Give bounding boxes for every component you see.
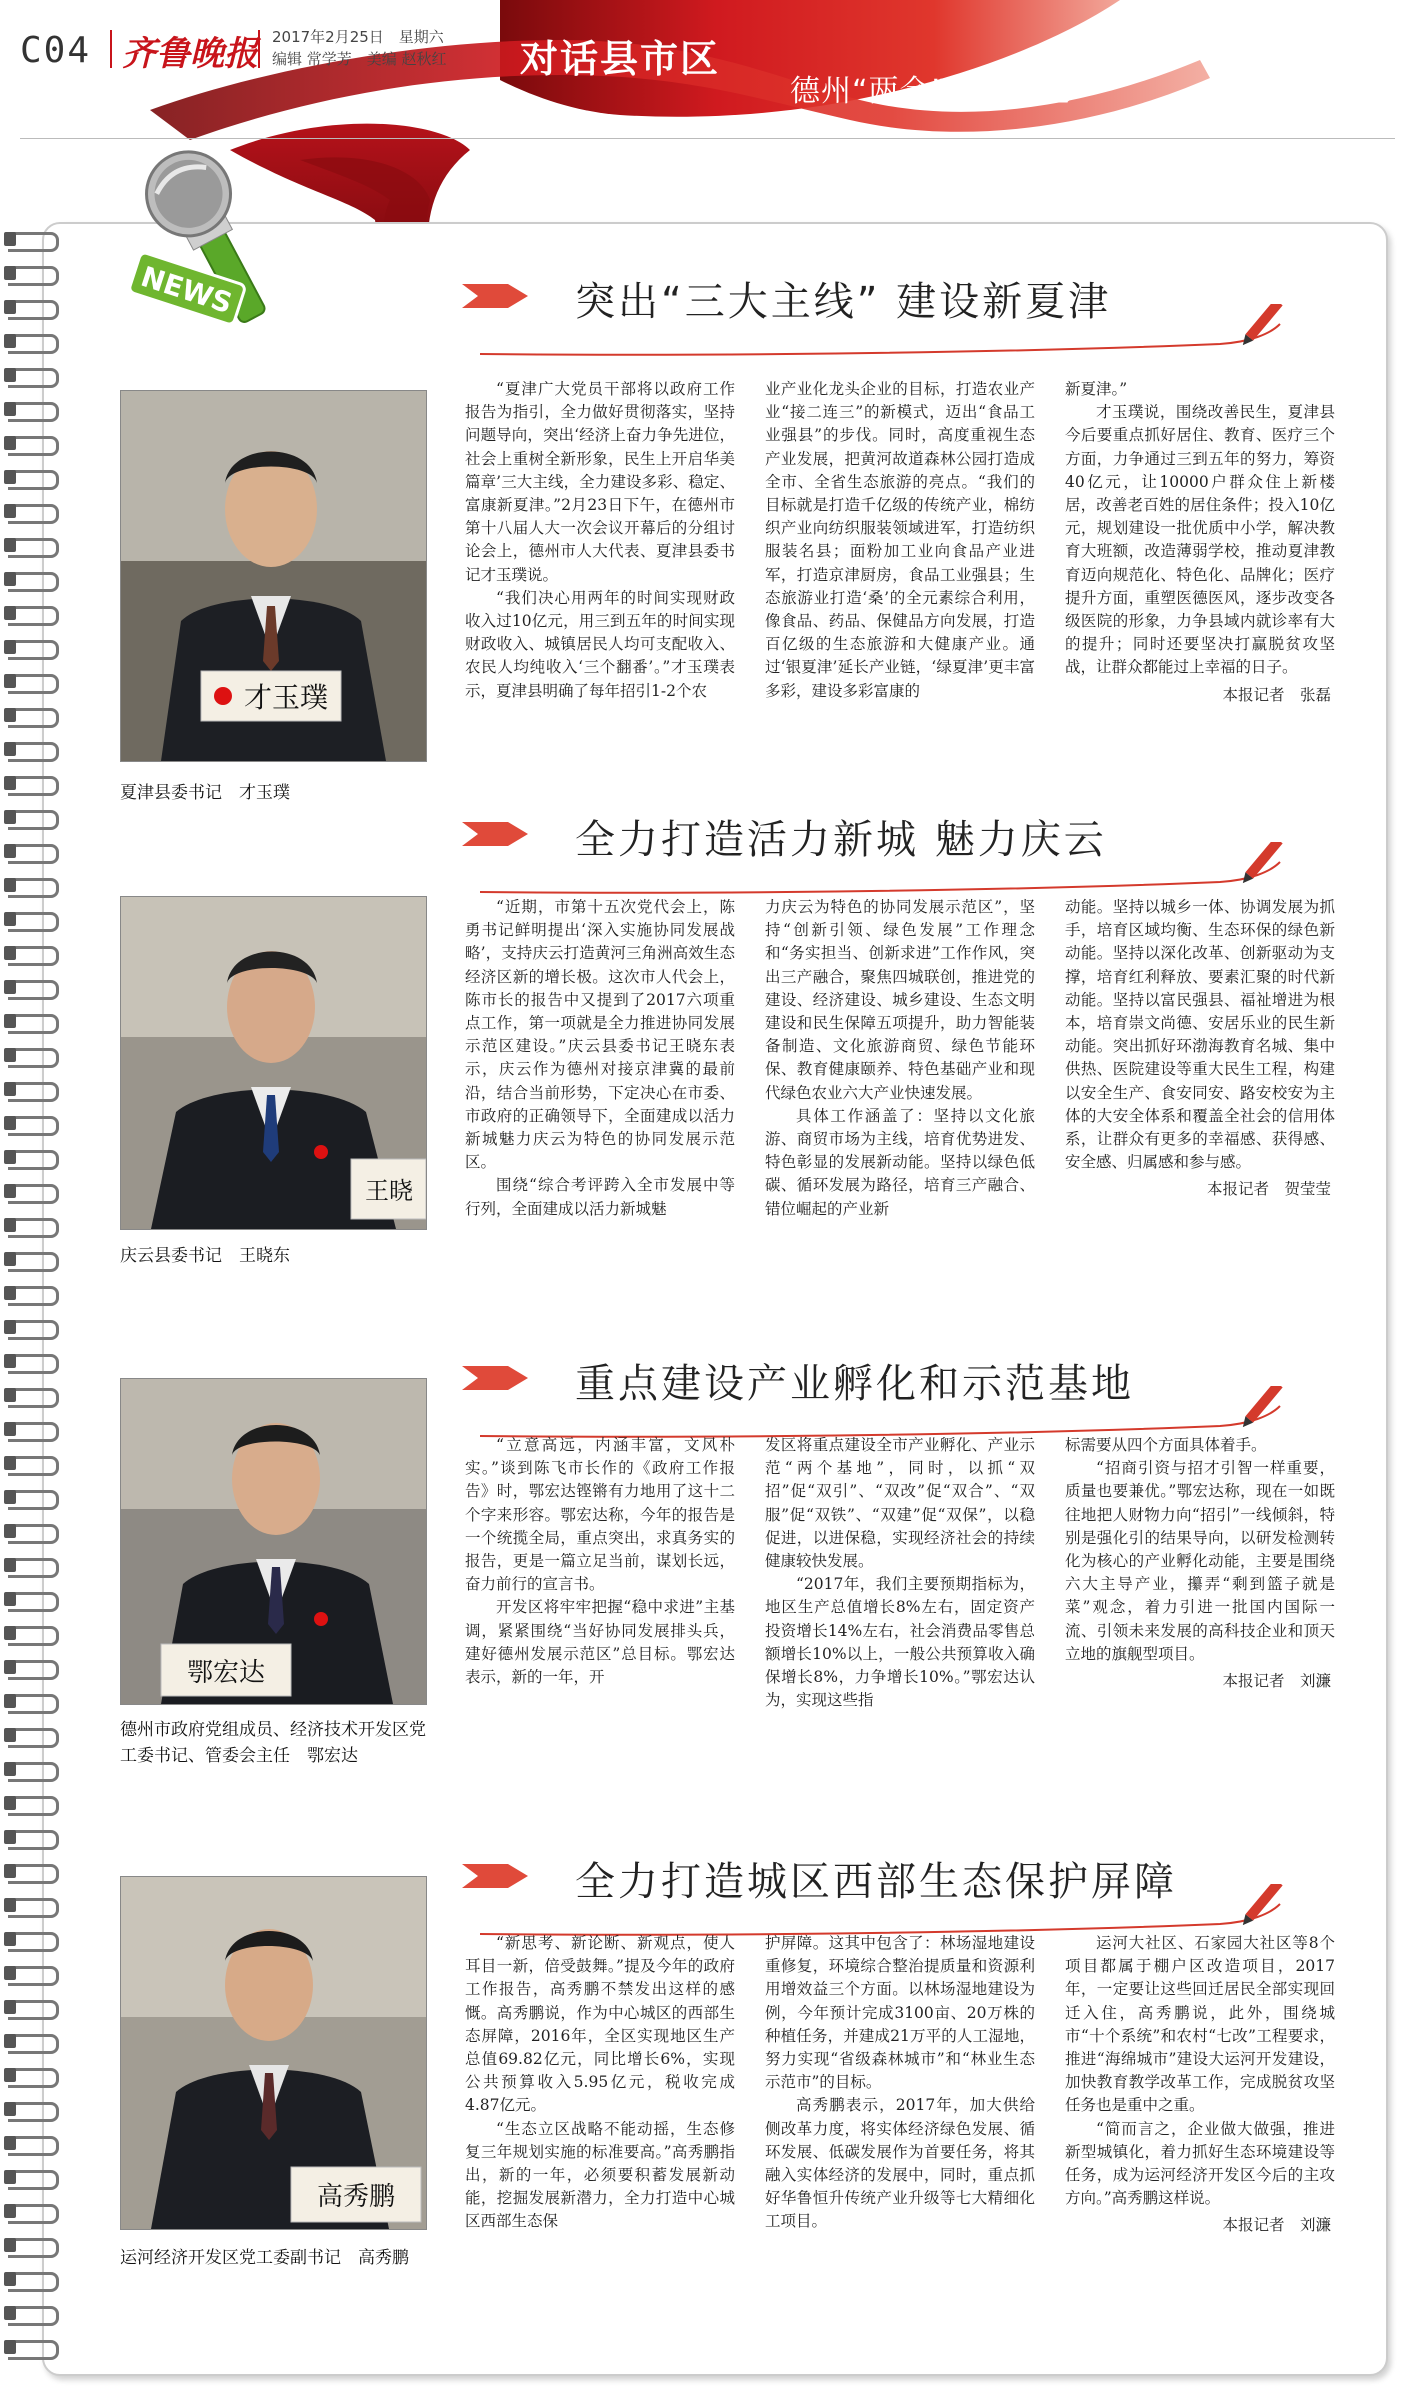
binding-ring [8,1762,59,1782]
paragraph: “夏津广大党员干部将以政府工作报告为指引，全力做好贯彻落实，坚持问题导向，突出‘经济上奋力争先进位，社会上重树全新形象，民生上开启华美篇章’三大主线，全力建设多彩、稳定、富康新夏津。”2月23日下午，在德州市第十八届人大一次会议开幕后的分组讨论会上，德州市人大代表、夏津县委书记才玉璞说。 [465,380,735,584]
divider [110,30,112,68]
portrait-photo [120,390,427,762]
binding-ring [8,1150,59,1170]
binding-ring [8,1728,59,1748]
article-title: 全力打造活力新城 魅力庆云 [575,817,1107,863]
paragraph: 标需要从四个方面具体着手。 [1065,1436,1267,1454]
nameplate: 才玉璞 [243,681,329,714]
article-title: 突出“三大主线” 建设新夏津 [575,279,1112,325]
binding-ring [8,1524,59,1544]
binding-ring [8,2170,59,2190]
column-3 [1065,1434,1335,1693]
binding-ring [8,1014,59,1034]
binding-ring [8,878,59,898]
binding-ring [8,1082,59,1102]
binding-ring [8,1592,59,1612]
photo-caption: 德州市政府党组成员、经济技术开发区党工委书记、管委会主任 鄂宏达 [120,1720,426,1766]
binding-ring [8,640,59,660]
microphone-news-icon [112,138,312,338]
paragraph: “近期，市第十五次党代会上，陈勇书记鲜明提出‘深入实施协同发展战略’，支持庆云打造黄河三角洲高效生态经济区新的增长极。这次市人代会上，陈市长的报告中又提到了2017六项重点工作，第一项就是全力推进协同发展示范区建设。”庆云县委书记王晓东表示，庆云作为德州对接京津冀的最前沿，结合当前形势，下定决心在市委、市政府的正确领导下，全面建成以活力新城魅力庆云为特色的协同发展示范区。 [465,898,735,1172]
paragraph: 具体工作涵盖了：坚持以文化旅游、商贸市场为主线，培育优势进发、特色彰显的发展新动能。坚持以绿色低碳、循环发展为路径，培育三产融合、错位崛起的产业新 [765,1106,1035,1218]
column-2 [765,1434,1035,1712]
binding-ring [8,2102,59,2122]
binding-ring [8,1320,59,1340]
article-title: 全力打造城区西部生态保护屏障 [575,1859,1177,1905]
paragraph: 运河大社区、石家园大社区等8个项目都属于棚户区改造项目，2017年，一定要让这些回迁居民全部实现回迁入住，高秀鹏说，此外，围绕城市“十个系统”和农村“七改”工程要求，推进“海绵城市”建设大运河开发建设，加快教育教学改革工作，完成脱贫攻坚任务也是重中之重。 [1065,1934,1335,2115]
column-1 [465,378,735,703]
paragraph: 高秀鹏表示，2017年，加大供给侧改革力度，将实体经济绿色发展、循环发展、低碳发展作为首要任务，将其融入实体经济的发展中，同时，重点抓好华鲁恒升传统产业升级等七大精细化工项目。 [765,2096,1035,2231]
binding-ring [8,2204,59,2224]
reporter-byline: 本报记者 张磊 [1222,685,1331,704]
binding-ring [8,2272,59,2292]
binding-ring [8,1694,59,1714]
newspaper-name: 齐鲁晚报 [122,34,258,74]
reporter-byline: 本报记者 刘濂 [1222,1672,1331,1691]
paragraph: “生态立区战略不能动摇，生态修复三年规划实施的标准要高。”高秀鹏指出，新的一年，必须要积蓄发展新动能，挖掘发展新潜力，全力打造中心城区西部生态保 [465,2119,735,2231]
divider [258,30,260,68]
paragraph: “2017年，我们主要预期指标为，地区生产总值增长8%左右，固定资产投资增长14%左右，社会消费品零售总额增长10%以上，一般公共预算收入确保增长8%，力争增长10%。”鄂宏达认为，实现这些指 [765,1575,1035,1710]
binding-ring [8,674,59,694]
binding-ring [8,1830,59,1850]
paragraph: 力庆云为特色的协同发展示范区”，坚持“创新引领、绿色发展”工作理念和“务实担当、创新求进”工作作风，突出三产融合，聚焦四城联创，推进党的建设、经济建设、城乡建设、生态文明建设和民生保障五项提升，助力智能装备制造、文化旅游商贸、绿色节能环保、教育健康颐养、特色基础产业和现代绿色农业六大产业快速发展。 [765,898,1035,1102]
binding-ring [8,1286,59,1306]
nameplate: 王晓 [365,1177,413,1205]
column-3 [1065,378,1335,707]
paragraph: 发区将重点建设全市产业孵化、产业示范“两个基地”，同时，以抓“双招”促“双引”、“双改”促“双合”、“双服”促“双铁”、“双建”促“双保”，以稳促进，以进保稳，实现经济社会的持续健康较快发展。 [765,1436,1035,1571]
binding-ring [8,1490,59,1510]
portrait-photo [120,896,427,1230]
paragraph: “新思考、新论断、新观点，使人耳目一新，倍受鼓舞。”提及今年的政府工作报告，高秀鹏不禁发出这样的感慨。高秀鹏说，作为中心城区的西部生态屏障，2016年，全区实现地区生产总值69.82亿元，同比增长6%，实现公共预算收入5.95亿元，税收完成4.87亿元。 [465,1934,735,2115]
binding-ring [8,1898,59,1918]
binding-ring [8,606,59,626]
news-badge: NEWS [136,259,237,321]
binding-ring [8,1796,59,1816]
binding-ring [8,2340,59,2360]
pen-swirl-decoration [480,304,1360,360]
binding-ring [8,402,59,422]
binding-ring [8,1422,59,1442]
paragraph: “简而言之，企业做大做强，推进新型城镇化，着力抓好生态环境建设等任务，成为运河经济开发区今后的主攻方向。”高秀鹏这样说。 [1065,2119,1335,2208]
binding-ring [8,1932,59,1952]
paragraph: 开发区将牢牢把握“稳中求进”主基调，紧紧围绕“当好协同发展排头兵，建好德州发展示范区”总目标。鄂宏达表示，新的一年，开 [465,1598,735,1687]
binding-ring [8,2306,59,2326]
pen-swirl-decoration [480,842,1360,898]
binding-ring [8,2034,59,2054]
column-2 [765,378,1035,703]
column-2 [765,896,1035,1221]
binding-ring [8,1184,59,1204]
binding-ring [8,436,59,456]
binding-ring [8,266,59,286]
photo-caption: 庆云县委书记 王晓东 [120,1246,290,1266]
column-subtitle: 德州“两会”专题报道 [790,74,1072,109]
spiral-binding [8,232,68,2372]
masthead [0,0,1413,150]
binding-ring [8,2136,59,2156]
editor-credits: 编辑 常学芳 美编 赵秋红 [272,50,447,68]
binding-ring [8,300,59,320]
nameplate: 鄂宏达 [186,1658,266,1688]
paragraph: “招商引资与招才引智一样重要，质量也要兼优。”鄂宏达称，现在一如既往地把人财物力向“招引”一线倾斜，特别是强化引的结果导向，以研发检测转化为核心的产业孵化动能，主要是围绕六大主导产业，攥弄“剩到篮子就是菜”观念，着力引进一批国内国际一流、引领未来发展的高科技企业和顶天立地的旗舰型项目。 [1065,1459,1335,1663]
column-1 [465,1932,735,2234]
photo-caption: 运河经济开发区党工委副书记 高秀鹏 [120,2248,409,2268]
binding-ring [8,708,59,728]
binding-ring [8,1048,59,1068]
paragraph: 围绕“综合考评跨入全市发展中等行列，全面建成以活力新城魅 [465,1176,735,1218]
binding-ring [8,810,59,830]
column-1 [465,1434,735,1689]
binding-ring [8,776,59,796]
reporter-byline: 本报记者 贺莹莹 [1206,1180,1331,1199]
binding-ring [8,980,59,1000]
binding-ring [8,470,59,490]
paragraph: 动能。坚持以城乡一体、协调发展为抓手，培育区域均衡、生态环保的绿色新动能。坚持以深化改革、创新驱动为支撑，培育红利释放、要素汇聚的时代新动能。坚持以富民强县、福祉增进为根本，培育崇文尚德、安居乐业的民生新动能。突出抓好环渤海教育名城、集中供热、医院建设等重大民生工程，构建以安全生产、食安同安、路安校安为主体的大安全体系和覆盖全社会的信用体系，让群众有更多的幸福感、获得感、安全感、归属感和参与感。 [1065,898,1335,1172]
binding-ring [8,334,59,354]
binding-ring [8,844,59,864]
binding-ring [8,2000,59,2020]
column-title: 对话县市区 [520,37,721,81]
binding-ring [8,572,59,592]
binding-ring [8,1626,59,1646]
binding-ring [8,1354,59,1374]
portrait-photo [120,1378,427,1705]
binding-ring [8,1456,59,1476]
paragraph: “我们决心用两年的时间实现财政收入过10亿元，用三到五年的时间实现财政收入、城镇居民人均可支配收入、农民人均纯收入‘三个翻番’。”才玉璞表示，夏津县明确了每年招引1-2个农 [465,588,735,700]
issue-date: 2017年2月25日 星期六 [272,28,444,46]
binding-ring [8,1864,59,1884]
paragraph: 护屏障。这其中包含了：林场湿地建设重修复，环境综合整治提质量和资源利用增效益三个方面。以林场湿地建设为例，今年预计完成3100亩、20万株的种植任务，并建成21万平的人工湿地，努力实现“省级森林城市”和“林业生态示范市”的目标。 [765,1934,1035,2092]
paragraph: 新夏津。” [1065,380,1128,398]
binding-ring [8,1966,59,1986]
article-title: 重点建设产业孵化和示范基地 [575,1361,1134,1407]
binding-ring [8,912,59,932]
page-number: C04 [20,30,92,71]
binding-ring [8,2238,59,2258]
column-3 [1065,896,1335,1202]
column-3 [1065,1932,1335,2238]
binding-ring [8,538,59,558]
column-2 [765,1932,1035,2234]
binding-ring [8,504,59,524]
binding-ring [8,1252,59,1272]
binding-ring [8,2068,59,2088]
binding-ring [8,232,59,252]
photo-caption: 夏津县委书记 才玉璞 [120,783,290,803]
binding-ring [8,1660,59,1680]
binding-ring [8,368,59,388]
binding-ring [8,946,59,966]
binding-ring [8,742,59,762]
reporter-byline: 本报记者 刘濂 [1222,2216,1331,2235]
paragraph: “立意高远，内涵丰富，文风朴实。”谈到陈飞市长作的《政府工作报告》时，鄂宏达铿锵有力地用了这十二个字来形容。鄂宏达称，今年的报告是一个统揽全局，重点突出，求真务实的报告，更是一篇立足当前，谋划长远，奋力前行的宣言书。 [465,1436,735,1594]
binding-ring [8,1388,59,1408]
column-1 [465,896,735,1221]
binding-ring [8,1218,59,1238]
nameplate: 高秀鹏 [316,2182,396,2212]
binding-ring [8,1558,59,1578]
binding-ring [8,1116,59,1136]
paragraph: 业产业化龙头企业的目标，打造农业产业“接二连三”的新模式，迈出“食品工业强县”的步伐。同时，高度重视生态产业发展，把黄河故道森林公园打造成全市、全省生态旅游的亮点。“我们的目标就是打造千亿级的传统产业，棉纺织产业向纺织服装领域进军，打造纺织服装名县；面粉加工业向食品产业进军，打造京津厨房，食品工业强县；生态旅游业打造‘桑’的全元素综合利用，像食品、药品、保健品方向发展，打造百亿级的生态旅游和大健康产业。通过‘银夏津’延长产业链，‘绿夏津’更丰富多彩，建设多彩富康的 [765,380,1035,700]
portrait-photo [120,1876,427,2230]
paragraph: 才玉璞说，围绕改善民生，夏津县今后要重点抓好居住、教育、医疗三个方面，力争通过三到五年的努力，筹资40亿元，让10000户群众住上新楼居，改善老百姓的居住条件；投入10亿元，规划建设一批优质中小学，解决教育大班额，改造薄弱学校，推动夏津教育迈向规范化、特色化、品牌化；医疗提升方面，重塑医德医风，逐步改变各级医院的形象，力争县域内就诊率有大的提升；同时还要坚决打赢脱贫攻坚战，让群众都能过上幸福的日子。 [1065,403,1335,677]
